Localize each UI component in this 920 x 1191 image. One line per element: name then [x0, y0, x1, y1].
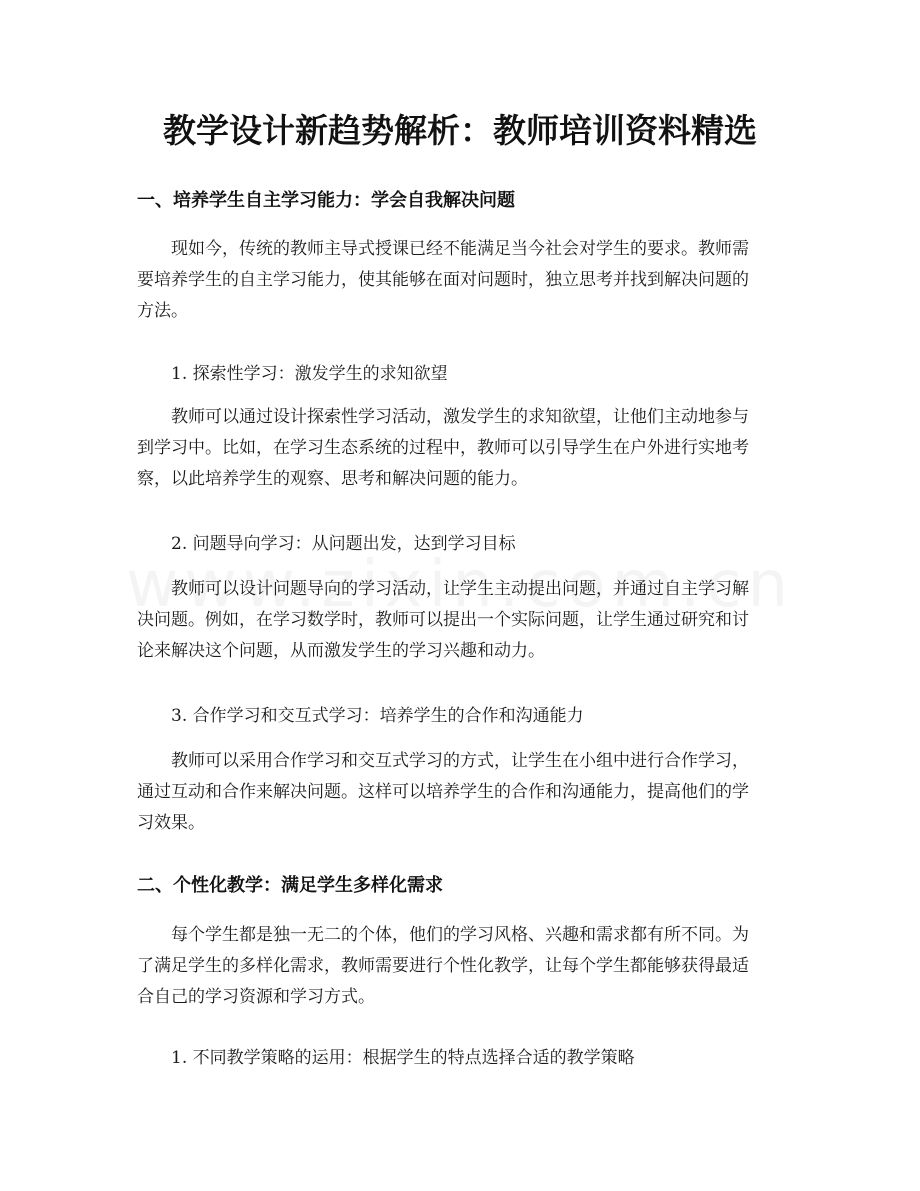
section-2-intro	[137, 920, 785, 1013]
section-1-item-1-heading: 1. 探索性学习：激发学生的求知欲望	[171, 364, 448, 384]
paragraph-line: 现如今，传统的教师主导式授课已经不能满足当今社会对学生的要求。教师需	[171, 239, 749, 259]
paragraph-line: 习效果。	[137, 813, 205, 833]
paragraph-line: 决问题。例如，在学习数学时，教师可以提出一个实际问题，让学生通过研究和讨	[137, 610, 749, 630]
paragraph-line: 合自己的学习资源和学习方式。	[137, 987, 375, 1007]
section-2-heading: 二、个性化教学：满足学生多样化需求	[137, 875, 443, 896]
section-1-intro	[137, 234, 785, 327]
paragraph-line: 方法。	[137, 301, 188, 321]
paragraph-line: 了满足学生的多样化需求，教师需要进行个性化教学，让每个学生都能够获得最适	[137, 956, 749, 976]
section-1-item-1-body	[137, 402, 785, 495]
paragraph-line: 每个学生都是独一无二的个体，他们的学习风格、兴趣和需求都有所不同。为	[171, 925, 749, 945]
paragraph-line: 教师可以设计问题导向的学习活动，让学生主动提出问题，并通过自主学习解	[171, 579, 749, 599]
paragraph-line: 通过互动和合作来解决问题。这样可以培养学生的合作和沟通能力，提高他们的学	[137, 782, 749, 802]
paragraph-line: 教师可以通过设计探索性学习活动，激发学生的求知欲望，让他们主动地参与	[171, 407, 749, 427]
paragraph-line: 教师可以采用合作学习和交互式学习的方式，让学生在小组中进行合作学习，	[171, 751, 749, 771]
section-1-item-2-body	[137, 574, 785, 667]
section-1-heading: 一、培养学生自主学习能力：学会自我解决问题	[137, 190, 515, 211]
document-title: 教学设计新趋势解析：教师培训资料精选	[163, 111, 757, 150]
paragraph-line: 要培养学生的自主学习能力，使其能够在面对问题时，独立思考并找到解决问题的	[137, 270, 749, 290]
section-1-item-3-body	[137, 746, 785, 839]
section-2-item-1-heading: 1. 不同教学策略的运用：根据学生的特点选择合适的教学策略	[171, 1048, 635, 1068]
paragraph-line: 论来解决这个问题，从而激发学生的学习兴趣和动力。	[137, 641, 545, 661]
section-1-item-3-heading: 3. 合作学习和交互式学习：培养学生的合作和沟通能力	[171, 706, 584, 726]
section-1-item-2-heading: 2. 问题导向学习：从问题出发，达到学习目标	[171, 534, 516, 554]
paragraph-line: 察，以此培养学生的观察、思考和解决问题的能力。	[137, 469, 528, 489]
paragraph-line: 到学习中。比如，在学习生态系统的过程中，教师可以引导学生在户外进行实地考	[137, 438, 749, 458]
